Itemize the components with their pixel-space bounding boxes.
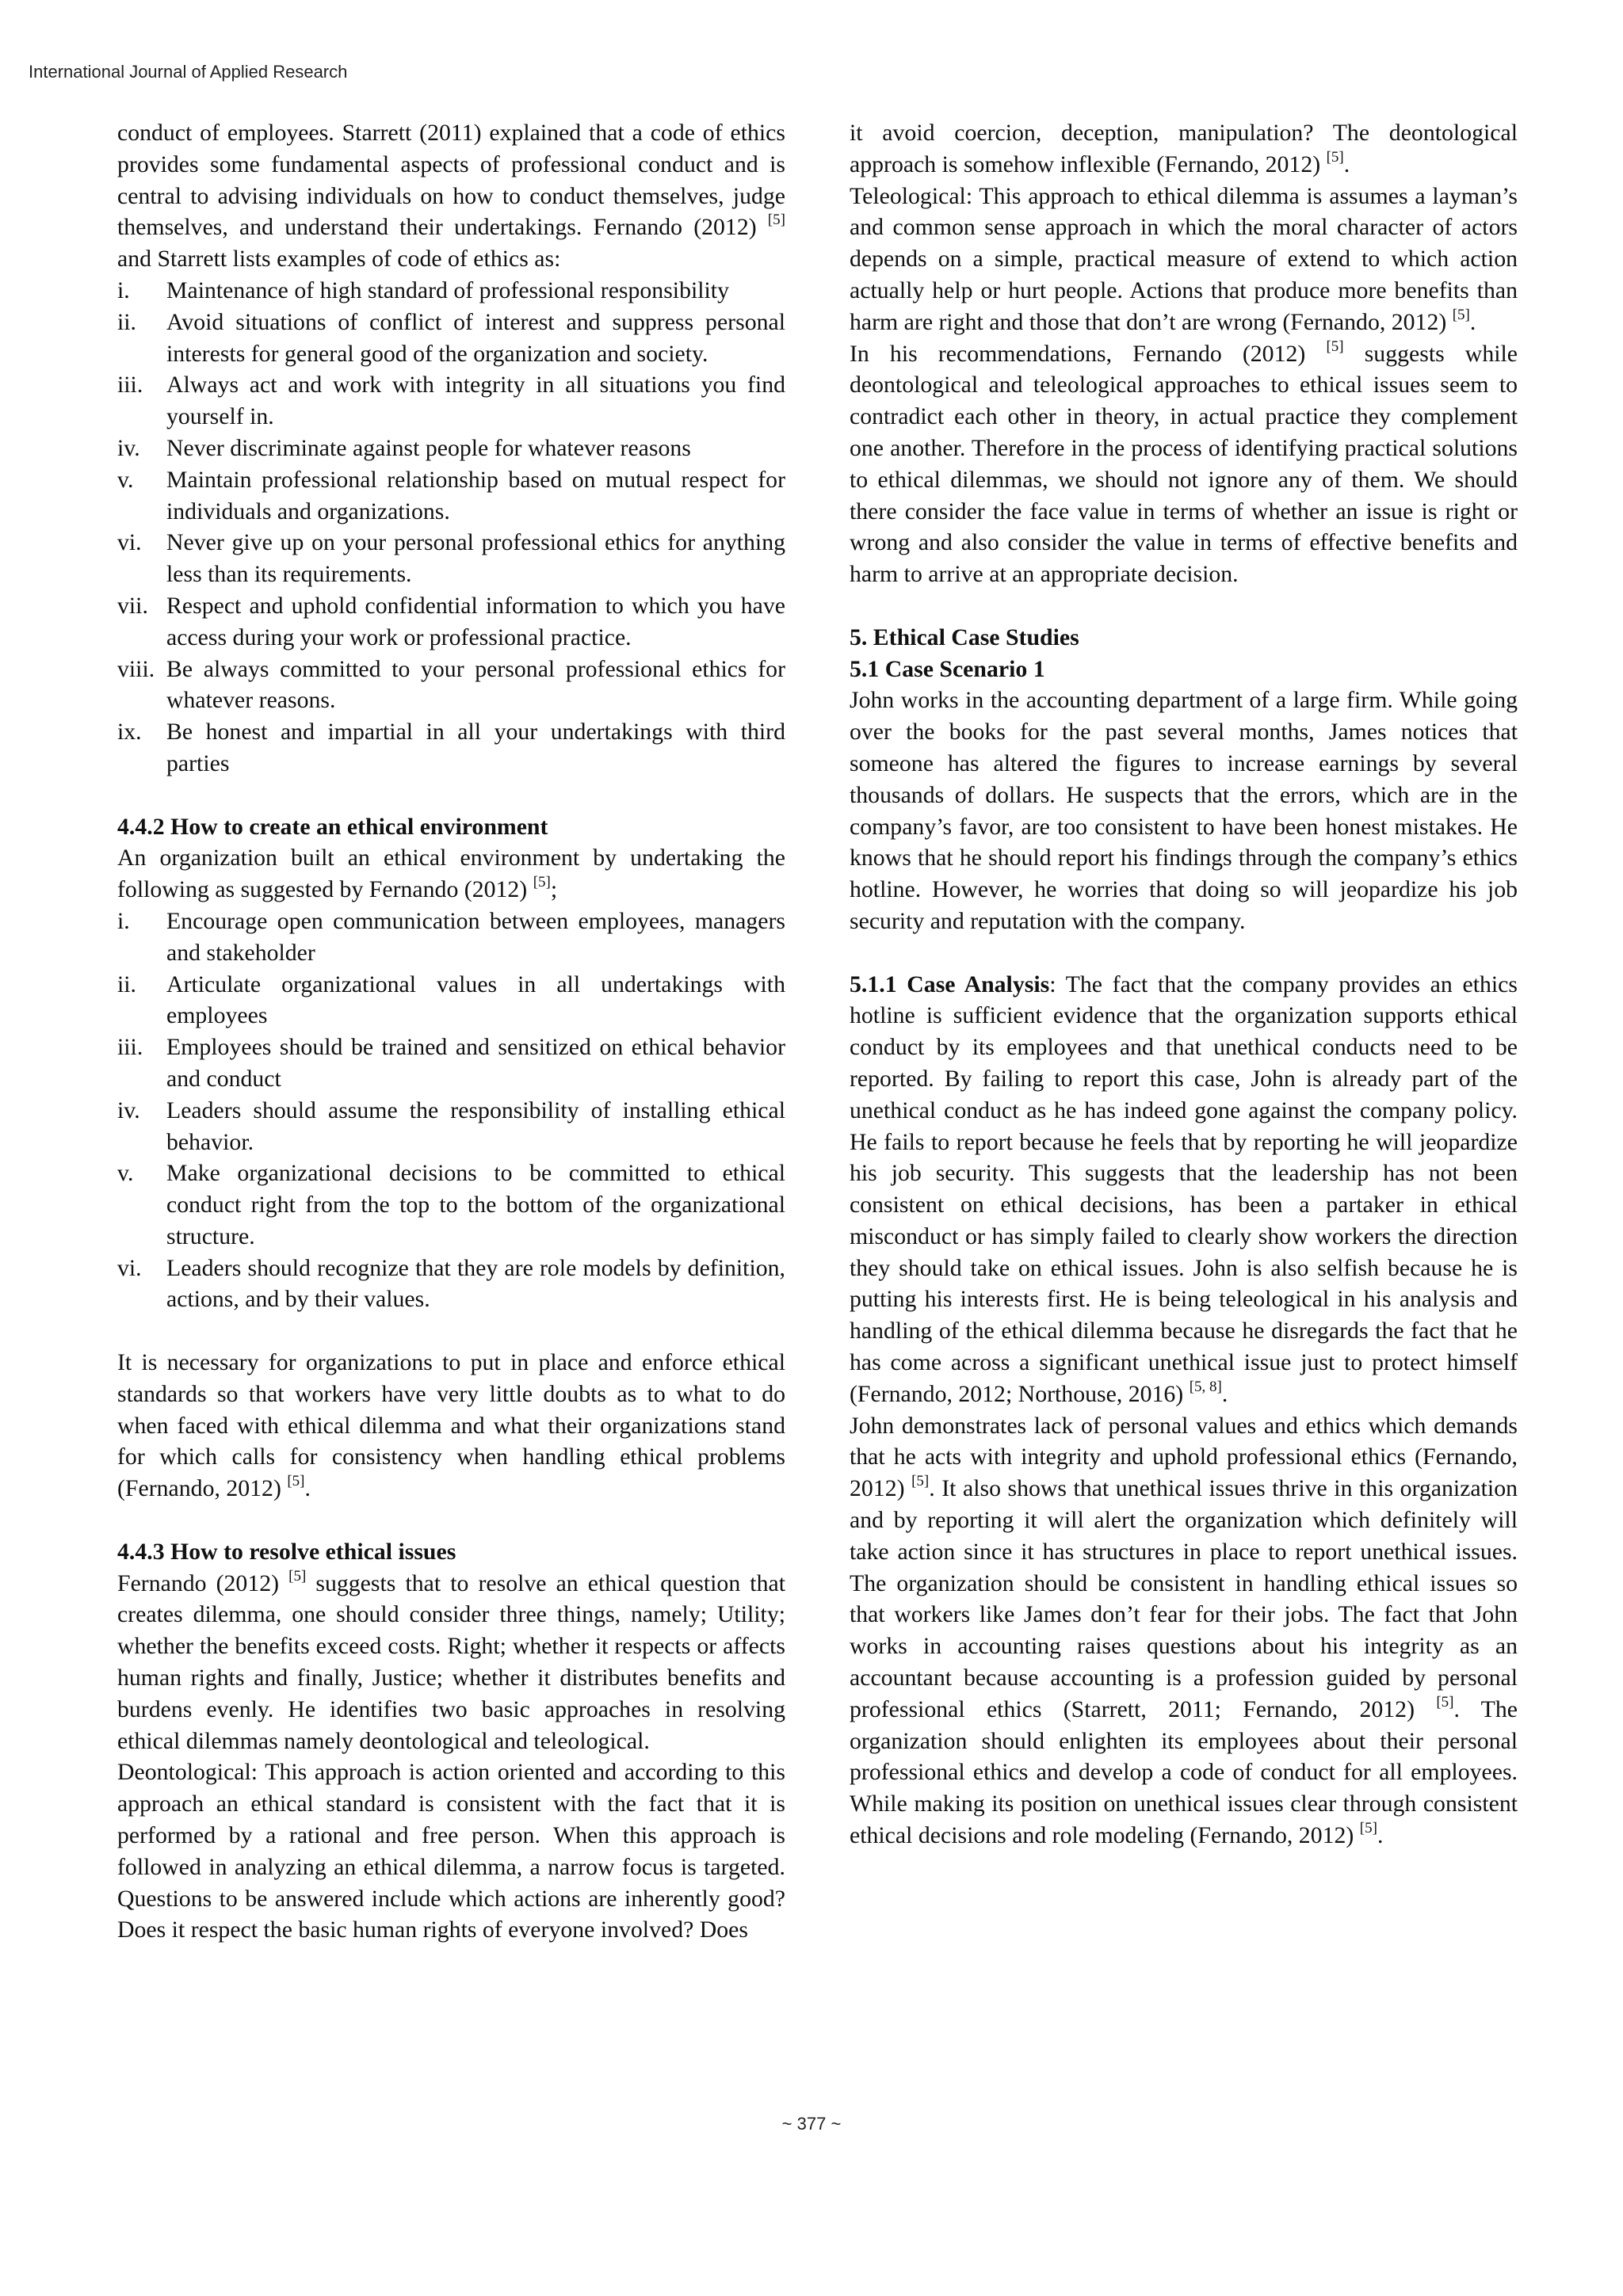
list-item: vi. Never give up on your personal professional ethics for anything less than its requirements. bbox=[117, 529, 785, 588]
citation: [5] bbox=[288, 1567, 307, 1585]
section-heading-5-1-1: 5.1.1 Case Analysis bbox=[850, 971, 1050, 997]
section-heading-5-1: 5.1 Case Scenario 1 bbox=[850, 655, 1045, 682]
scenario-paragraph: John works in the accounting department of a large firm. While going over the books for the past several months, James notices that someone has altered the figures to increase earnings by several thousands of dollars. He suspects that the errors, which are in the company’s favor, are too consistent to have been honest mistakes. He knows that he should report his findings through the company’s ethics hotline. However, he worries that doing so will jeopardize his job security and reputation with the company. bbox=[850, 687, 1518, 934]
right-column bbox=[850, 117, 1518, 1852]
citation: [5] bbox=[1436, 1693, 1454, 1711]
section-heading-4-4-2: 4.4.2 How to create an ethical environment bbox=[117, 813, 548, 840]
list-item: iii. Always act and work with integrity in all situations you find yourself in. bbox=[117, 372, 785, 430]
citation: [5] bbox=[1359, 1820, 1377, 1837]
list-item: iv. Leaders should assume the responsibility of installing ethical behavior. bbox=[117, 1097, 785, 1155]
citation: [5] bbox=[911, 1473, 930, 1490]
resolve-paragraph: Fernando (2012) [5] suggests that to resolve an ethical question that creates dilemma, one should consider three things, namely; Utility; whether the benefits exceed costs. Right; whether it respects or affects human rights and finally, Justice; whether it distributes benefits and burdens evenly. He identifies two basic approaches in resolving ethical dilemmas namely deontological and teleological. bbox=[117, 1567, 785, 1754]
deontological-paragraph: Deontological: This approach is action oriented and according to this approach an ethical standard is consistent with the fact that it is performed by a rational and free person. When this approach is followed in analyzing an ethical dilemma, a narrow focus is targeted. Questions to be answered include which actions are inherently good? Does it respect the basic human rights of everyone involved? Does bbox=[117, 1759, 785, 1943]
list-item: i. Maintenance of high standard of professional responsibility bbox=[117, 277, 729, 303]
section-heading-4-4-3: 4.4.3 How to resolve ethical issues bbox=[117, 1538, 456, 1565]
intro-paragraph: conduct of employees. Starrett (2011) explained that a code of ethics provides some fundamental aspects of professional conduct and is central to advising individuals on how to conduct themselves, judge themselves, and understand their undertakings. Fernando (2012) [5] and Starrett lists examples of code of ethics as: bbox=[117, 120, 785, 273]
citation: [5] bbox=[767, 212, 785, 229]
left-column bbox=[117, 117, 785, 1946]
necessary-paragraph: It is necessary for organizations to put in place and enforce ethical standards so that workers have very little doubts as to what to do when faced with ethical dilemma and what their organizations stand for which calls for consistency when handling ethical problems (Fernando, 2012) [5]. bbox=[117, 1349, 785, 1502]
list-item: iii. Employees should be trained and sensitized on ethical behavior and conduct bbox=[117, 1034, 785, 1092]
deontological-continued: it avoid coercion, deception, manipulation? The deontological approach is somehow inflexible (Fernando, 2012) [5]. bbox=[850, 120, 1518, 177]
list-item: vi. Leaders should recognize that they are role models by definition, actions, and by their values. bbox=[117, 1254, 785, 1313]
citation: [5] bbox=[1326, 338, 1344, 355]
teleological-paragraph: Teleological: This approach to ethical dilemma is assumes a layman’s and common sense approach in which the moral character of actors depends on a simple, practical measure of extend to which action actually help or hurt people. Actions that produce more benefits than harm are right and those that don’t are wrong (Fernando, 2012) [5]. bbox=[850, 182, 1518, 335]
list-item: ii. Avoid situations of conflict of interest and suppress personal interests for general good of the organization and society. bbox=[117, 308, 785, 367]
recommendation-paragraph: In his recommendations, Fernando (2012) [5] suggests while deontological and teleological approaches to ethical issues seem to contradict each other in theory, in actual practice they complement one another. Therefore in the process of identifying practical solutions to ethical dilemmas, we should not ignore any of them. We should there consider the face value in terms of whether an issue is right or wrong and also consider the value in terms of effective benefits and harm to arrive at an appropriate decision. bbox=[850, 338, 1518, 588]
section-heading-5: 5. Ethical Case Studies bbox=[850, 624, 1079, 650]
list-item: i. Encourage open communication between employees, managers and stakeholder bbox=[117, 907, 785, 966]
list-item: ix. Be honest and impartial in all your undertakings with third parties bbox=[117, 719, 785, 776]
citation: [5] bbox=[533, 874, 551, 891]
list-item: v. Maintain professional relationship based on mutual respect for individuals and organizations. bbox=[117, 466, 785, 524]
citation: [5, 8] bbox=[1189, 1378, 1222, 1395]
demonstrates-paragraph: John demonstrates lack of personal values and ethics which demands that he acts with integrity and uphold professional ethics (Fernando, 2012) [5]. It also shows that unethical issues thrive in this organization and by reporting it will alert the organization which definitely will take action since it has structures in place to report unethical issues. The organization should be consistent in handling ethical issues so that workers like James don’t fear for their jobs. The fact that John works in accounting raises questions about his integrity as an accountant because accounting is a profession guided by personal professional ethics (Starrett, 2011; Fernando, 2012) [5]. The organization should enlighten its employees about their personal professional ethics and develop a code of conduct for all employees. While making its position on unethical issues clear through consistent ethical decisions and role modeling (Fernando, 2012) [5]. bbox=[850, 1412, 1518, 1849]
case-analysis-paragraph: 5.1.1 Case Analysis: The fact that the company provides an ethics hotline is sufficient evidence that the organization supports ethical conduct by its employees and that unethical conducts need to be reported. By failing to report this case, John is already part of the unethical conduct as he has indeed gone against the company policy. He fails to report because he feels that by reporting he will jeopardize his job security. This suggests that the leadership has not been consistent on ethical decisions, has been a partaker in ethical misconduct or has simply failed to clearly show workers the direction they should take on ethical issues. John is also selfish because he is putting his interests first. He is being teleological in his analysis and handling of the ethical dilemma because he disregards the fact that he has come across a significant unethical issue just to protect himself (Fernando, 2012; Northouse, 2016) [5, 8]. bbox=[850, 971, 1518, 1407]
environment-intro: An organization built an ethical environment by undertaking the following as suggested by Fernando (2012) [5]; bbox=[117, 845, 785, 903]
citation: [5] bbox=[287, 1473, 305, 1490]
code-of-ethics-list bbox=[117, 275, 785, 780]
citation: [5] bbox=[1326, 148, 1344, 166]
list-item: vii. Respect and uphold confidential information to which you have access during your work or professional practice. bbox=[117, 592, 785, 650]
journal-title: International Journal of Applied Research bbox=[29, 62, 348, 82]
page-number: ~ 377 ~ bbox=[781, 2114, 842, 2134]
environment-list bbox=[117, 906, 785, 1315]
list-item: v. Make organizational decisions to be committed to ethical conduct right from the top to the bottom of the organizational structure. bbox=[117, 1160, 785, 1249]
list-item: ii. Articulate organizational values in all undertakings with employees bbox=[117, 971, 785, 1029]
list-item: viii. Be always committed to your personal professional ethics for whatever reasons. bbox=[117, 655, 785, 714]
citation: [5] bbox=[1452, 306, 1470, 323]
list-item: iv. Never discriminate against people for whatever reasons bbox=[117, 434, 691, 461]
